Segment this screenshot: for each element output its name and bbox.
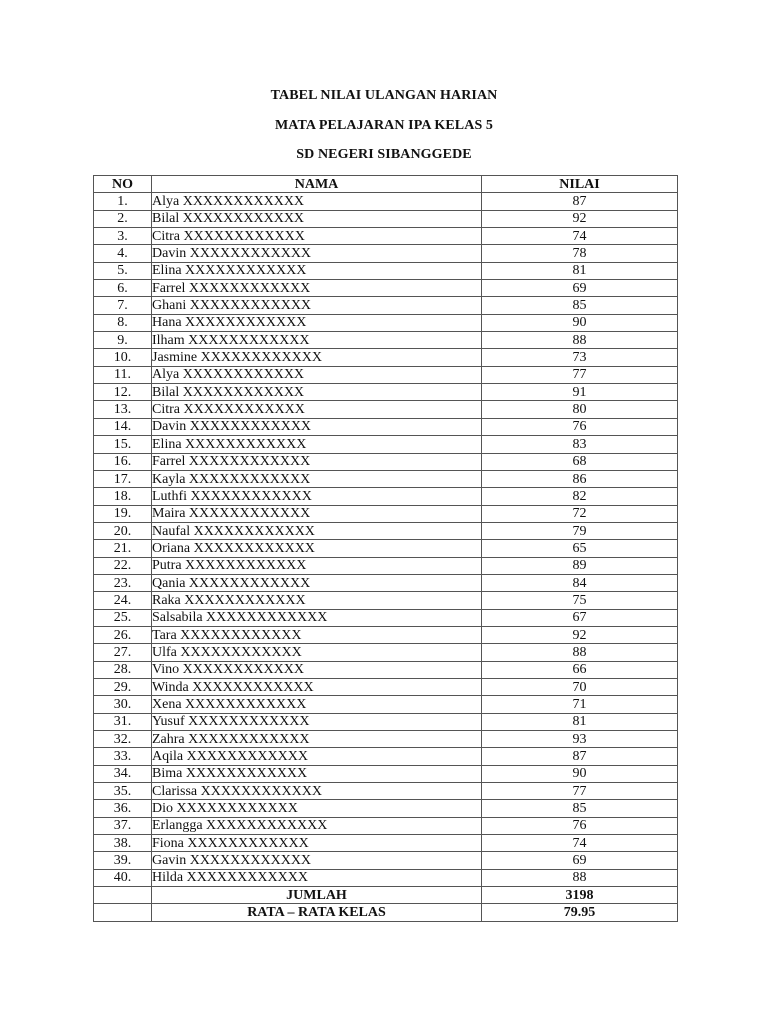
student-name: Citra XXXXXXXXXXXX xyxy=(152,228,482,245)
row-number: 14. xyxy=(94,418,152,435)
student-score: 75 xyxy=(482,592,678,609)
row-number: 34. xyxy=(94,765,152,782)
student-score: 76 xyxy=(482,418,678,435)
row-number: 11. xyxy=(94,366,152,383)
row-number: 27. xyxy=(94,644,152,661)
student-score: 79 xyxy=(482,522,678,539)
row-number: 31. xyxy=(94,713,152,730)
table-row xyxy=(94,488,678,505)
table-row xyxy=(94,262,678,279)
row-number: 32. xyxy=(94,731,152,748)
student-name: Fiona XXXXXXXXXXXX xyxy=(152,835,482,852)
table-row xyxy=(94,297,678,314)
student-name: Bilal XXXXXXXXXXXX xyxy=(152,384,482,401)
table-row xyxy=(94,592,678,609)
row-number: 29. xyxy=(94,678,152,695)
row-number: 7. xyxy=(94,297,152,314)
row-number: 37. xyxy=(94,817,152,834)
student-score: 77 xyxy=(482,783,678,800)
table-row xyxy=(94,505,678,522)
table-row xyxy=(94,384,678,401)
student-name: Hana XXXXXXXXXXXX xyxy=(152,314,482,331)
row-number: 40. xyxy=(94,869,152,886)
student-score: 69 xyxy=(482,852,678,869)
student-name: Aqila XXXXXXXXXXXX xyxy=(152,748,482,765)
row-number: 8. xyxy=(94,314,152,331)
table-row xyxy=(94,869,678,886)
student-name: Luthfi XXXXXXXXXXXX xyxy=(152,488,482,505)
student-score: 74 xyxy=(482,835,678,852)
student-name: Jasmine XXXXXXXXXXXX xyxy=(152,349,482,366)
table-row xyxy=(94,644,678,661)
table-row xyxy=(94,817,678,834)
student-score: 77 xyxy=(482,366,678,383)
row-number: 25. xyxy=(94,609,152,626)
student-score: 88 xyxy=(482,869,678,886)
row-number: 33. xyxy=(94,748,152,765)
student-name: Zahra XXXXXXXXXXXX xyxy=(152,731,482,748)
row-number: 12. xyxy=(94,384,152,401)
student-score: 71 xyxy=(482,696,678,713)
student-name: Ulfa XXXXXXXXXXXX xyxy=(152,644,482,661)
student-score: 86 xyxy=(482,470,678,487)
student-score: 93 xyxy=(482,731,678,748)
student-score: 87 xyxy=(482,748,678,765)
student-score: 90 xyxy=(482,314,678,331)
student-name: Naufal XXXXXXXXXXXX xyxy=(152,522,482,539)
row-number: 5. xyxy=(94,262,152,279)
row-number: 9. xyxy=(94,332,152,349)
student-score: 81 xyxy=(482,713,678,730)
average-label: RATA – RATA KELAS xyxy=(152,904,482,921)
table-row xyxy=(94,401,678,418)
document-title: TABEL NILAI ULANGAN HARIAN xyxy=(270,88,498,103)
student-name: Farrel XXXXXXXXXXXX xyxy=(152,280,482,297)
average-value: 79.95 xyxy=(482,904,678,921)
student-score: 76 xyxy=(482,817,678,834)
table-row xyxy=(94,245,678,262)
row-number: 19. xyxy=(94,505,152,522)
student-score: 92 xyxy=(482,210,678,227)
table-row xyxy=(94,661,678,678)
student-name: Ghani XXXXXXXXXXXX xyxy=(152,297,482,314)
student-name: Clarissa XXXXXXXXXXXX xyxy=(152,783,482,800)
student-name: Maira XXXXXXXXXXXX xyxy=(152,505,482,522)
row-number: 39. xyxy=(94,852,152,869)
total-row xyxy=(94,887,678,904)
row-number: 3. xyxy=(94,228,152,245)
student-name: Alya XXXXXXXXXXXX xyxy=(152,366,482,383)
row-number: 36. xyxy=(94,800,152,817)
header-score: NILAI xyxy=(482,176,678,193)
student-score: 69 xyxy=(482,280,678,297)
student-name: Vino XXXXXXXXXXXX xyxy=(152,661,482,678)
table-row xyxy=(94,783,678,800)
student-score: 68 xyxy=(482,453,678,470)
table-row xyxy=(94,557,678,574)
table-row xyxy=(94,453,678,470)
row-number: 10. xyxy=(94,349,152,366)
row-number: 30. xyxy=(94,696,152,713)
student-name: Davin XXXXXXXXXXXX xyxy=(152,418,482,435)
row-number: 2. xyxy=(94,210,152,227)
student-score: 92 xyxy=(482,626,678,643)
row-number: 18. xyxy=(94,488,152,505)
student-name: Gavin XXXXXXXXXXXX xyxy=(152,852,482,869)
student-score: 66 xyxy=(482,661,678,678)
student-score: 81 xyxy=(482,262,678,279)
row-number: 38. xyxy=(94,835,152,852)
student-name: Putra XXXXXXXXXXXX xyxy=(152,557,482,574)
document-subject: MATA PELAJARAN IPA KELAS 5 xyxy=(274,118,494,133)
total-empty-cell xyxy=(94,887,152,904)
student-name: Elina XXXXXXXXXXXX xyxy=(152,436,482,453)
table-row xyxy=(94,366,678,383)
student-name: Citra XXXXXXXXXXXX xyxy=(152,401,482,418)
student-score: 88 xyxy=(482,332,678,349)
student-name: Farrel XXXXXXXXXXXX xyxy=(152,453,482,470)
student-score: 89 xyxy=(482,557,678,574)
header-no: NO xyxy=(94,176,152,193)
student-score: 78 xyxy=(482,245,678,262)
student-score: 80 xyxy=(482,401,678,418)
student-name: Dio XXXXXXXXXXXX xyxy=(152,800,482,817)
table-row xyxy=(94,228,678,245)
total-label: JUMLAH xyxy=(152,887,482,904)
student-name: Bima XXXXXXXXXXXX xyxy=(152,765,482,782)
row-number: 35. xyxy=(94,783,152,800)
table-row xyxy=(94,280,678,297)
header-name: NAMA xyxy=(152,176,482,193)
student-score: 85 xyxy=(482,297,678,314)
table-row xyxy=(94,574,678,591)
table-row xyxy=(94,540,678,557)
student-score: 85 xyxy=(482,800,678,817)
table-row xyxy=(94,418,678,435)
row-number: 23. xyxy=(94,574,152,591)
student-name: Davin XXXXXXXXXXXX xyxy=(152,245,482,262)
row-number: 21. xyxy=(94,540,152,557)
document-school: SD NEGERI SIBANGGEDE xyxy=(296,147,472,162)
student-name: Hilda XXXXXXXXXXXX xyxy=(152,869,482,886)
table-row xyxy=(94,349,678,366)
row-number: 16. xyxy=(94,453,152,470)
student-score: 73 xyxy=(482,349,678,366)
table-row xyxy=(94,436,678,453)
student-name: Ilham XXXXXXXXXXXX xyxy=(152,332,482,349)
row-number: 6. xyxy=(94,280,152,297)
student-name: Yusuf XXXXXXXXXXXX xyxy=(152,713,482,730)
student-score: 70 xyxy=(482,678,678,695)
average-row xyxy=(94,904,678,921)
grade-table xyxy=(93,175,678,922)
student-name: Salsabila XXXXXXXXXXXX xyxy=(152,609,482,626)
student-score: 90 xyxy=(482,765,678,782)
student-name: Tara XXXXXXXXXXXX xyxy=(152,626,482,643)
student-name: Xena XXXXXXXXXXXX xyxy=(152,696,482,713)
table-row xyxy=(94,193,678,210)
student-name: Winda XXXXXXXXXXXX xyxy=(152,678,482,695)
table-row xyxy=(94,731,678,748)
table-row xyxy=(94,713,678,730)
table-row xyxy=(94,626,678,643)
student-name: Alya XXXXXXXXXXXX xyxy=(152,193,482,210)
student-name: Oriana XXXXXXXXXXXX xyxy=(152,540,482,557)
student-score: 87 xyxy=(482,193,678,210)
student-name: Kayla XXXXXXXXXXXX xyxy=(152,470,482,487)
average-empty-cell xyxy=(94,904,152,921)
student-name: Erlangga XXXXXXXXXXXX xyxy=(152,817,482,834)
total-value: 3198 xyxy=(482,887,678,904)
row-number: 17. xyxy=(94,470,152,487)
student-score: 67 xyxy=(482,609,678,626)
student-score: 82 xyxy=(482,488,678,505)
row-number: 24. xyxy=(94,592,152,609)
row-number: 28. xyxy=(94,661,152,678)
student-name: Raka XXXXXXXXXXXX xyxy=(152,592,482,609)
table-row xyxy=(94,696,678,713)
student-name: Bilal XXXXXXXXXXXX xyxy=(152,210,482,227)
table-row xyxy=(94,852,678,869)
table-row xyxy=(94,800,678,817)
row-number: 1. xyxy=(94,193,152,210)
table-header-row xyxy=(94,176,678,193)
table-row xyxy=(94,835,678,852)
row-number: 20. xyxy=(94,522,152,539)
row-number: 4. xyxy=(94,245,152,262)
student-score: 84 xyxy=(482,574,678,591)
student-score: 72 xyxy=(482,505,678,522)
table-row xyxy=(94,678,678,695)
student-name: Qania XXXXXXXXXXXX xyxy=(152,574,482,591)
table-row xyxy=(94,210,678,227)
student-score: 91 xyxy=(482,384,678,401)
table-row xyxy=(94,748,678,765)
row-number: 26. xyxy=(94,626,152,643)
table-row xyxy=(94,522,678,539)
student-name: Elina XXXXXXXXXXXX xyxy=(152,262,482,279)
table-row xyxy=(94,765,678,782)
table-row xyxy=(94,470,678,487)
row-number: 13. xyxy=(94,401,152,418)
student-score: 88 xyxy=(482,644,678,661)
student-score: 83 xyxy=(482,436,678,453)
table-row xyxy=(94,332,678,349)
table-row xyxy=(94,314,678,331)
student-score: 65 xyxy=(482,540,678,557)
row-number: 22. xyxy=(94,557,152,574)
table-row xyxy=(94,609,678,626)
student-score: 74 xyxy=(482,228,678,245)
table-body xyxy=(94,193,678,887)
row-number: 15. xyxy=(94,436,152,453)
